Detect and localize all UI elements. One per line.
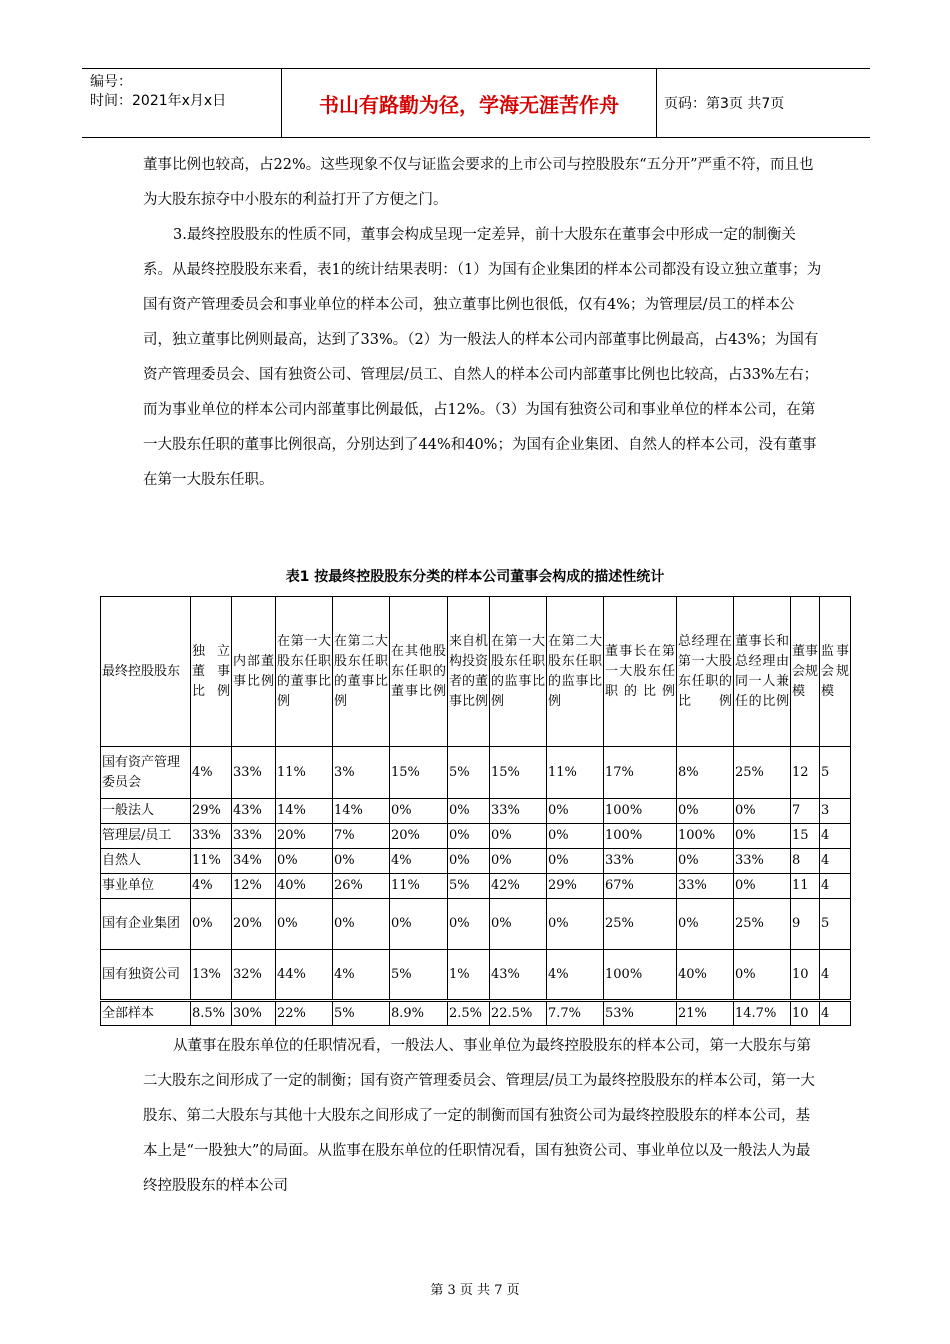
table-cell: 12% [232, 874, 276, 899]
column-header: 在第一大股东任职的董事比例 [276, 597, 333, 747]
table-header-row [101, 597, 851, 747]
table-cell: 13% [191, 950, 232, 1001]
table-cell: 26% [333, 874, 390, 899]
table-cell: 29% [191, 799, 232, 824]
table-cell: 33% [191, 824, 232, 849]
row-label-cell: 管理层/员工 [101, 824, 191, 849]
table-cell: 0% [734, 874, 791, 899]
table-cell: 4 [820, 1001, 851, 1026]
table-cell: 32% [232, 950, 276, 1001]
row-label-cell: 国有资产管理委员会 [101, 747, 191, 799]
column-header: 董事会规模 [791, 597, 820, 747]
paragraph: 董事比例也较高，占22%。这些现象不仅与证监会要求的上市公司与控股股东“五分开”严重不符，而且也为大股东掠夺中小股东的利益打开了方便之门。 [143, 157, 814, 208]
table-cell: 0% [390, 799, 448, 824]
table-cell: 43% [490, 950, 547, 1001]
table-cell: 11 [791, 874, 820, 899]
table-cell: 7% [333, 824, 390, 849]
table-cell: 0% [191, 899, 232, 950]
table-cell: 0% [448, 899, 490, 950]
table-cell: 5% [448, 874, 490, 899]
table-cell: 10 [791, 950, 820, 1001]
table-cell: 40% [276, 874, 333, 899]
table-cell: 22.5% [490, 1001, 547, 1026]
table-cell: 0% [547, 849, 604, 874]
table-cell: 4% [333, 950, 390, 1001]
table-cell: 11% [547, 747, 604, 799]
table-row [101, 899, 851, 950]
table-cell: 0% [276, 849, 333, 874]
table-cell: 0% [333, 899, 390, 950]
table-cell: 0% [677, 799, 734, 824]
table-cell: 0% [490, 824, 547, 849]
table-cell: 11% [390, 874, 448, 899]
table-cell: 0% [490, 849, 547, 874]
table-cell: 44% [276, 950, 333, 1001]
table-cell: 5% [333, 1001, 390, 1026]
table-cell: 0% [448, 849, 490, 874]
table-cell: 33% [232, 747, 276, 799]
column-header: 董事长在第一大股东任职的比例 [604, 597, 677, 747]
table-cell: 21% [677, 1001, 734, 1026]
paragraph: 从董事在股东单位的任职情况看，一般法人、事业单位为最终控股股东的样本公司，第一大股东与第二大股东之间形成了一定的制衡；国有资产管理委员会、管理层/员工为最终控股股东的样本公司，第一大股东、第二大股东与其他十大股东之间形成了一定的制衡而国有独资公司为最终控股股东的样本公司，基本上是“一股独大”的局面。从监事在股东单位的任职情况看，国有独资公司、事业单位以及一般法人为最终控股股东的样本公司 [143, 1038, 815, 1194]
page-footer: 第 3 页 共 7 页 [430, 1283, 520, 1298]
body-bottom [143, 1029, 823, 1204]
table-cell: 20% [276, 824, 333, 849]
table-cell: 11% [191, 849, 232, 874]
table-cell: 5 [820, 747, 851, 799]
table-cell: 0% [547, 824, 604, 849]
table-cell: 15 [791, 824, 820, 849]
body-top [143, 148, 823, 498]
table-cell: 4 [820, 824, 851, 849]
column-header: 在第一大股东任职的监事比例 [490, 597, 547, 747]
table-cell: 0% [390, 899, 448, 950]
table-cell: 14% [333, 799, 390, 824]
table-cell: 43% [232, 799, 276, 824]
column-header: 在第二大股东任职的监事比例 [547, 597, 604, 747]
table-caption: 表1 按最终控股股东分类的样本公司董事会构成的描述性统计 [285, 569, 665, 585]
column-header: 来自机构投资者的董事比例 [448, 597, 490, 747]
table-row [101, 1001, 851, 1026]
table-cell: 8% [677, 747, 734, 799]
page-header [82, 68, 870, 138]
header-page-info: 页码：第3页 共7页 [664, 96, 785, 112]
table-cell: 4% [547, 950, 604, 1001]
table-row [101, 799, 851, 824]
table-cell: 0% [448, 799, 490, 824]
table-row [101, 849, 851, 874]
table-cell: 0% [734, 799, 791, 824]
table-cell: 5% [390, 950, 448, 1001]
table-cell: 0% [677, 899, 734, 950]
row-label-cell: 全部样本 [101, 1001, 191, 1026]
table-cell: 0% [677, 849, 734, 874]
table-cell: 0% [333, 849, 390, 874]
table-cell: 14.7% [734, 1001, 791, 1026]
table-cell: 33% [677, 874, 734, 899]
stats-table [100, 596, 851, 1026]
table-cell: 42% [490, 874, 547, 899]
table-cell: 14% [276, 799, 333, 824]
table-cell: 12 [791, 747, 820, 799]
table-cell: 33% [604, 849, 677, 874]
table-cell: 4% [191, 874, 232, 899]
table-cell: 17% [604, 747, 677, 799]
table-cell: 3 [820, 799, 851, 824]
table-cell: 0% [547, 799, 604, 824]
table-cell: 100% [604, 799, 677, 824]
table-cell: 34% [232, 849, 276, 874]
table-cell: 100% [604, 950, 677, 1001]
table-cell: 2.5% [448, 1001, 490, 1026]
header-meta [82, 69, 282, 137]
row-label-cell: 国有独资公司 [101, 950, 191, 1001]
table-cell: 15% [390, 747, 448, 799]
table-cell: 15% [490, 747, 547, 799]
table-cell: 5 [820, 899, 851, 950]
table-row [101, 824, 851, 849]
table-cell: 33% [490, 799, 547, 824]
table-cell: 4 [820, 950, 851, 1001]
table-cell: 20% [390, 824, 448, 849]
table-cell: 5% [448, 747, 490, 799]
table-cell: 8.9% [390, 1001, 448, 1026]
column-header: 董事长和总经理由同一人兼任的比例 [734, 597, 791, 747]
table-cell: 33% [232, 824, 276, 849]
table-cell: 20% [232, 899, 276, 950]
table-cell: 25% [734, 899, 791, 950]
table-cell: 30% [232, 1001, 276, 1026]
table-cell: 22% [276, 1001, 333, 1026]
table-cell: 10 [791, 1001, 820, 1026]
row-label-cell: 一般法人 [101, 799, 191, 824]
table-cell: 11% [276, 747, 333, 799]
table-cell: 4% [191, 747, 232, 799]
row-label-cell: 自然人 [101, 849, 191, 874]
table-cell: 29% [547, 874, 604, 899]
row-label-cell: 事业单位 [101, 874, 191, 899]
table-cell: 0% [448, 824, 490, 849]
table-cell: 0% [276, 899, 333, 950]
table-cell: 3% [333, 747, 390, 799]
table-cell: 25% [604, 899, 677, 950]
table-cell: 4% [390, 849, 448, 874]
table-body [101, 747, 851, 1026]
table-cell: 8 [791, 849, 820, 874]
row-label-cell: 国有企业集团 [101, 899, 191, 950]
table-cell: 1% [448, 950, 490, 1001]
table-cell: 33% [734, 849, 791, 874]
doc-number-label: 编号： [90, 74, 132, 90]
column-header: 监事会规模 [820, 597, 851, 747]
column-header: 在其他股东任职的董事比例 [390, 597, 448, 747]
table-row [101, 874, 851, 899]
table-cell: 7 [791, 799, 820, 824]
table-cell: 100% [677, 824, 734, 849]
table-cell: 0% [734, 950, 791, 1001]
paragraph: 3.最终控股股东的性质不同，董事会构成呈现一定差异，前十大股东在董事会中形成一定的制衡关系。从最终控股股东来看，表1的统计结果表明：（1）为国有企业集团的样本公司都没有设立独立董事；为国有资产管理委员会和事业单位的样本公司，独立董事比例也很低，仅有4%；为管理层/员工的样本公司，独立董事比例则最高，达到了33%。（2）为一般法人的样本公司内部董事比例最高，占43%；为国有资产管理委员会、国有独资公司、管理层/员工、自然人的样本公司内部董事比例也比较高，占33%左右；而为事业单位的样本公司内部董事比例最低，占12%。（3）为国有独资公司和事业单位的样本公司，在第一大股东任职的董事比例很高，分别达到了44%和40%；为国有企业集团、自然人的样本公司，没有董事在第一大股东任职。 [143, 227, 822, 488]
table-row [101, 747, 851, 799]
table-cell: 9 [791, 899, 820, 950]
header-motto: 书山有路勤为径，学海无涯苦作舟 [282, 69, 657, 137]
doc-time-label: 时间：2021年x月x日 [90, 93, 227, 109]
column-header: 在第二大股东任职的董事比例 [333, 597, 390, 747]
column-header: 独立董事比例 [191, 597, 232, 747]
table-cell: 7.7% [547, 1001, 604, 1026]
table-cell: 0% [734, 824, 791, 849]
column-header: 总经理在第一大股东任职的比例 [677, 597, 734, 747]
table-cell: 4 [820, 874, 851, 899]
table-cell: 100% [604, 824, 677, 849]
table-cell: 8.5% [191, 1001, 232, 1026]
column-header: 内部董事比例 [232, 597, 276, 747]
table-cell: 67% [604, 874, 677, 899]
table-cell: 0% [490, 899, 547, 950]
table-row [101, 950, 851, 1001]
table-cell: 53% [604, 1001, 677, 1026]
table-cell: 4 [820, 849, 851, 874]
table-cell: 25% [734, 747, 791, 799]
table-cell: 0% [547, 899, 604, 950]
column-header: 最终控股股东 [101, 597, 191, 747]
table-cell: 40% [677, 950, 734, 1001]
